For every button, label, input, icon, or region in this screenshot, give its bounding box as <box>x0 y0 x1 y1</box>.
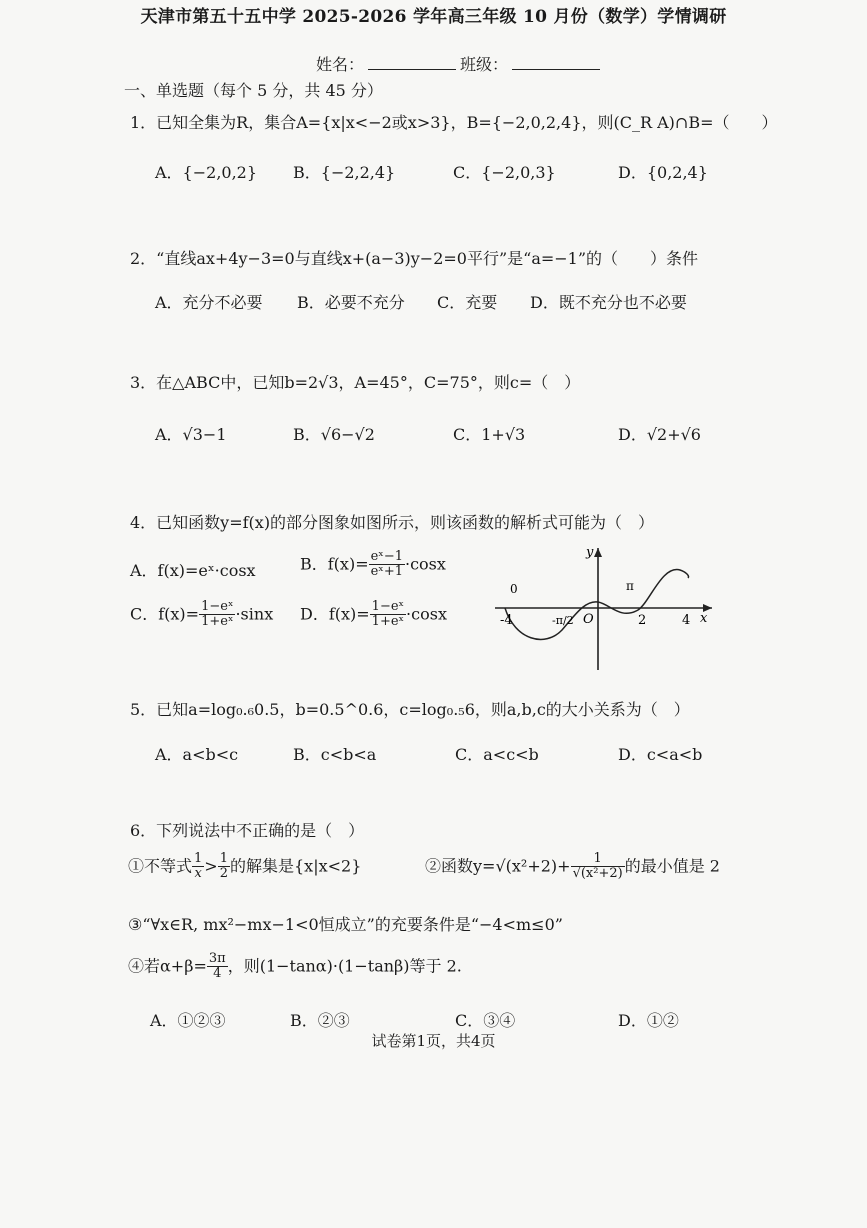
x-axis-label: x <box>700 611 708 626</box>
q4-option-d[interactable] <box>300 600 447 630</box>
q1-option-c[interactable]: C．{−2,0,3} <box>453 163 556 182</box>
q2-option-b[interactable]: B．必要不充分 <box>297 293 405 312</box>
function-curve <box>505 570 689 640</box>
q6-option-a[interactable]: A．①②③ <box>150 1011 226 1030</box>
q5-option-c[interactable]: C．a<c<b <box>455 745 539 764</box>
q4-option-c-fraction <box>199 600 235 630</box>
q4-option-d-suffix: ·cosx <box>406 604 447 624</box>
question-2-stem: 2．“直线ax+4y−3=0与直线x+(a−3)y−2=0平行”是“a=−1”的（ ）条件 <box>130 249 699 268</box>
page-title: 天津市第五十五中学 2025-2026 学年高三年级 10 月份（数学）学情调研 <box>140 7 727 27</box>
q3-option-d[interactable]: D．√2+√6 <box>618 425 701 444</box>
section-title: 一、单选题（每个 5 分，共 45 分） <box>124 81 383 100</box>
q6-s1-prefix: ①不等式 <box>128 856 193 876</box>
q4-option-d-fraction <box>370 600 406 630</box>
q1-option-d[interactable]: D．{0,2,4} <box>618 163 708 182</box>
q3-option-b[interactable]: B．√6−√2 <box>293 425 375 444</box>
q6-s4-den: 4 <box>213 966 222 982</box>
q6-s2-num: 1 <box>571 852 625 867</box>
q4-option-b-denominator: eˣ+1 <box>370 564 403 580</box>
q6-s2-den: √(x²+2) <box>572 866 623 882</box>
q6-s2-fraction <box>571 852 625 882</box>
student-info-row <box>316 52 604 75</box>
q1-option-a[interactable]: A．{−2,0,2} <box>155 163 258 182</box>
q1-option-b[interactable]: B．{−2,2,4} <box>293 163 396 182</box>
q6-s4-suffix: ，则(1−tanα)·(1−tanβ)等于 2. <box>227 956 462 976</box>
q6-s1-fraction-2 <box>218 852 230 882</box>
q6-s1-den-2: 2 <box>219 866 228 882</box>
q4-option-b-prefix: B．f(x)= <box>300 554 369 574</box>
q4-option-c-numerator: 1−eˣ <box>201 599 234 614</box>
question-4-stem: 4．已知函数y=f(x)的部分图象如图所示，则该函数的解析式可能为（ ） <box>130 513 655 532</box>
q4-option-a[interactable]: A．f(x)=eˣ·cosx <box>130 561 256 580</box>
q6-option-d[interactable]: D．①② <box>618 1011 679 1030</box>
tick-label-4: 4 <box>682 613 691 628</box>
q6-s2-prefix: ②函数y=√(x²+2)+ <box>425 856 571 876</box>
q6-s1-num-2: 1 <box>219 851 228 866</box>
top-label-0: 0 <box>510 582 518 596</box>
q6-option-b[interactable]: B．②③ <box>290 1011 350 1030</box>
y-axis-label: y <box>586 545 594 560</box>
q6-statement-4 <box>128 952 462 982</box>
q6-s1-fraction-1 <box>192 852 204 882</box>
q6-s1-mid: > <box>204 856 218 876</box>
q5-option-b[interactable]: B．c<b<a <box>293 745 377 764</box>
origin-label: O <box>583 612 594 627</box>
question-3-stem: 3．在△ABC中，已知b=2√3，A=45°，C=75°，则c=（ ） <box>130 373 581 392</box>
top-label-pi: π <box>626 579 634 593</box>
q6-s1-suffix: 的解集是{x|x<2} <box>229 856 362 876</box>
q6-s1-num-1: 1 <box>194 851 203 866</box>
class-label: 班级： <box>460 55 509 74</box>
q4-option-c[interactable] <box>130 600 273 630</box>
question-5-stem: 5．已知a=log₀.₆0.5，b=0.5^0.6，c=log₀.₅6，则a,b,c的大小关系为（ ） <box>130 700 690 719</box>
q5-option-a[interactable]: A．a<b<c <box>155 745 239 764</box>
q4-function-graph <box>490 540 720 675</box>
q6-s4-fraction <box>207 952 228 982</box>
q3-option-c[interactable]: C．1+√3 <box>453 425 526 444</box>
q2-option-a[interactable]: A．充分不必要 <box>155 293 263 312</box>
tick-label-neg4: -4 <box>500 613 513 628</box>
q6-s4-prefix: ④若α+β= <box>128 956 207 976</box>
q5-option-d[interactable]: D．c<a<b <box>618 745 703 764</box>
question-6-stem: 6．下列说法中不正确的是（ ） <box>130 821 365 840</box>
page-footer: 试卷第1页，共4页 <box>371 1032 496 1050</box>
y-axis-arrow <box>594 548 602 557</box>
q6-s1-den-1: x <box>194 866 202 882</box>
name-label: 姓名： <box>316 55 365 74</box>
tick-label-neg-pi-half: -π/2 <box>552 614 574 627</box>
q6-s4-num: 3π <box>208 951 226 966</box>
q6-option-c[interactable]: C．③④ <box>455 1011 516 1030</box>
q3-option-a[interactable]: A．√3−1 <box>155 425 227 444</box>
q4-option-d-numerator: 1−eˣ <box>371 599 405 614</box>
q4-option-c-prefix: C．f(x)= <box>130 604 200 624</box>
q2-option-c[interactable]: C．充要 <box>437 293 498 312</box>
q2-option-d[interactable]: D．既不充分也不必要 <box>530 293 687 312</box>
tick-label-2: 2 <box>638 613 647 628</box>
q6-statement-2 <box>425 852 720 882</box>
q6-statement-1 <box>128 852 361 882</box>
q4-option-b-numerator: eˣ−1 <box>370 549 403 564</box>
q6-s2-suffix: 的最小值是 2 <box>624 856 720 876</box>
q4-option-c-suffix: ·sinx <box>235 604 274 624</box>
name-blank[interactable] <box>368 55 456 70</box>
q4-option-d-denominator: 1+eˣ <box>371 614 405 630</box>
q6-statement-3: ③“∀x∈R, mx²−mx−1<0恒成立”的充要条件是“−4<m≤0” <box>128 915 563 934</box>
q4-option-b[interactable] <box>300 550 446 580</box>
class-blank[interactable] <box>512 55 600 70</box>
q4-option-b-fraction <box>369 550 405 580</box>
q4-option-d-prefix: D．f(x)= <box>300 604 370 624</box>
question-1-stem: 1．已知全集为R，集合A={x|x<−2或x>3}，B={−2,0,2,4}，则(C_R A)∩B=（ ） <box>130 113 778 132</box>
q4-option-c-denominator: 1+eˣ <box>201 614 234 630</box>
q4-option-b-suffix: ·cosx <box>404 554 446 574</box>
